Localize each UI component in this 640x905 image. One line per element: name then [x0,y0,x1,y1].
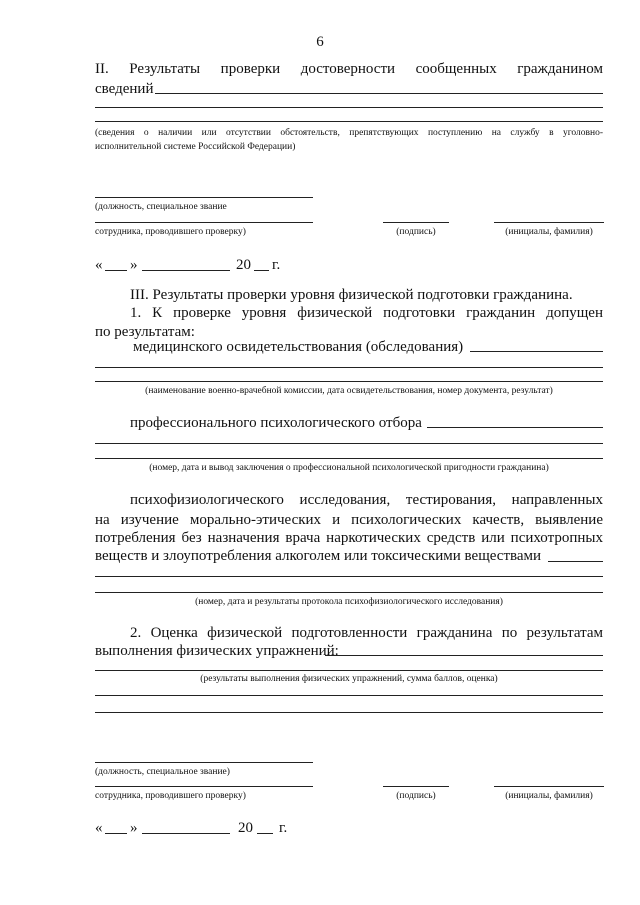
psycho-caption: (номер, дата и результаты протокола психофизиологического исследования) [195,597,503,607]
psych-fill-line[interactable] [427,427,603,428]
psych-label: профессионального психологического отбора [130,415,422,431]
section3-heading: III. Результаты проверки уровня физической подготовки гражданина. [130,287,573,303]
psych-fill-line[interactable] [95,458,603,459]
year-prefix: 20 [236,257,251,273]
signature-label: (подпись) [396,227,436,237]
employee-fill-line[interactable] [95,786,313,787]
exercise-fill-line[interactable] [95,712,603,713]
section2-heading-line1: II. Результаты проверки достоверности сообщенных гражданином [95,61,603,77]
exercise-fill-line[interactable] [95,695,603,696]
name-label: (инициалы, фамилия) [505,791,593,801]
name-fill-line[interactable] [494,222,604,223]
signature-fill-line[interactable] [383,786,449,787]
month-fill-line[interactable] [142,833,230,834]
date-quote-open: « [95,257,103,273]
psycho-fill-line[interactable] [95,592,603,593]
section2-fill-line[interactable] [95,121,603,122]
date-quote-close: » [130,820,138,836]
exercise-caption: (результаты выполнения физических упражнений, сумма баллов, оценка) [200,674,498,684]
psych-caption: (номер, дата и вывод заключения о профессиональной психологической пригодности гражданина) [149,463,549,473]
year-fill-line[interactable] [257,833,273,834]
exercise-fill-line[interactable] [95,670,603,671]
psycho-fill-line[interactable] [548,561,603,562]
section2-caption-line1: (сведения о наличии или отсутствии обстоятельств, препятствующих поступлению на службу в уголовно- [95,128,603,138]
employee-label: сотрудника, проводившего проверку) [95,791,246,801]
psych-fill-line[interactable] [95,443,603,444]
signature-fill-line[interactable] [383,222,449,223]
name-fill-line[interactable] [494,786,604,787]
section3-p2-line1: 2. Оценка физической подготовленности гражданина по результатам [130,625,603,641]
section3-p1-line2: по результатам: [95,324,195,340]
year-suffix: г. [279,820,288,836]
position-label: (должность, специальное звание [95,202,227,212]
position-label: (должность, специальное звание) [95,767,230,777]
psycho-line4: веществ и злоупотребления алкоголем или токсическими веществами [95,548,542,564]
psycho-line1: психофизиологического исследования, тестирования, направленных [130,492,603,508]
section2-heading-line2: сведений [95,81,154,97]
page-number: 6 [316,34,324,50]
section2-caption-line2: исполнительной системе Российской Федерации) [95,142,296,152]
medical-caption: (наименование военно-врачебной комиссии, дата освидетельствования, номер документа, результат) [145,386,553,396]
date-quote-close: » [130,257,138,273]
medical-label: медицинского освидетельствования (обследования) [133,339,464,355]
psycho-line2: на изучение морально-этических и психологических качеств, выявление [95,512,603,528]
month-fill-line[interactable] [142,270,230,271]
section3-p1-line1: 1. К проверке уровня физической подготовки гражданин допущен [130,305,603,321]
psycho-line3: потребления без назначения врача наркотических средств или психотропных [95,530,603,546]
name-label: (инициалы, фамилия) [505,227,593,237]
position-fill-line[interactable] [95,197,313,198]
year-prefix: 20 [238,820,253,836]
psycho-fill-line[interactable] [95,576,603,577]
date-quote-open: « [95,820,103,836]
employee-fill-line[interactable] [95,222,313,223]
section2-fill-line[interactable] [95,107,603,108]
year-fill-line[interactable] [254,270,269,271]
medical-fill-line[interactable] [95,367,603,368]
year-suffix: г. [272,257,281,273]
position-fill-line[interactable] [95,762,313,763]
section2-fill-line[interactable] [155,93,603,94]
medical-fill-line[interactable] [95,381,603,382]
signature-label: (подпись) [396,791,436,801]
day-fill-line[interactable] [105,270,127,271]
employee-label: сотрудника, проводившего проверку) [95,227,246,237]
exercise-fill-line[interactable] [325,655,603,656]
day-fill-line[interactable] [105,833,127,834]
section3-p2-line2: выполнения физических упражнений: [95,643,339,659]
medical-fill-line[interactable] [470,351,603,352]
